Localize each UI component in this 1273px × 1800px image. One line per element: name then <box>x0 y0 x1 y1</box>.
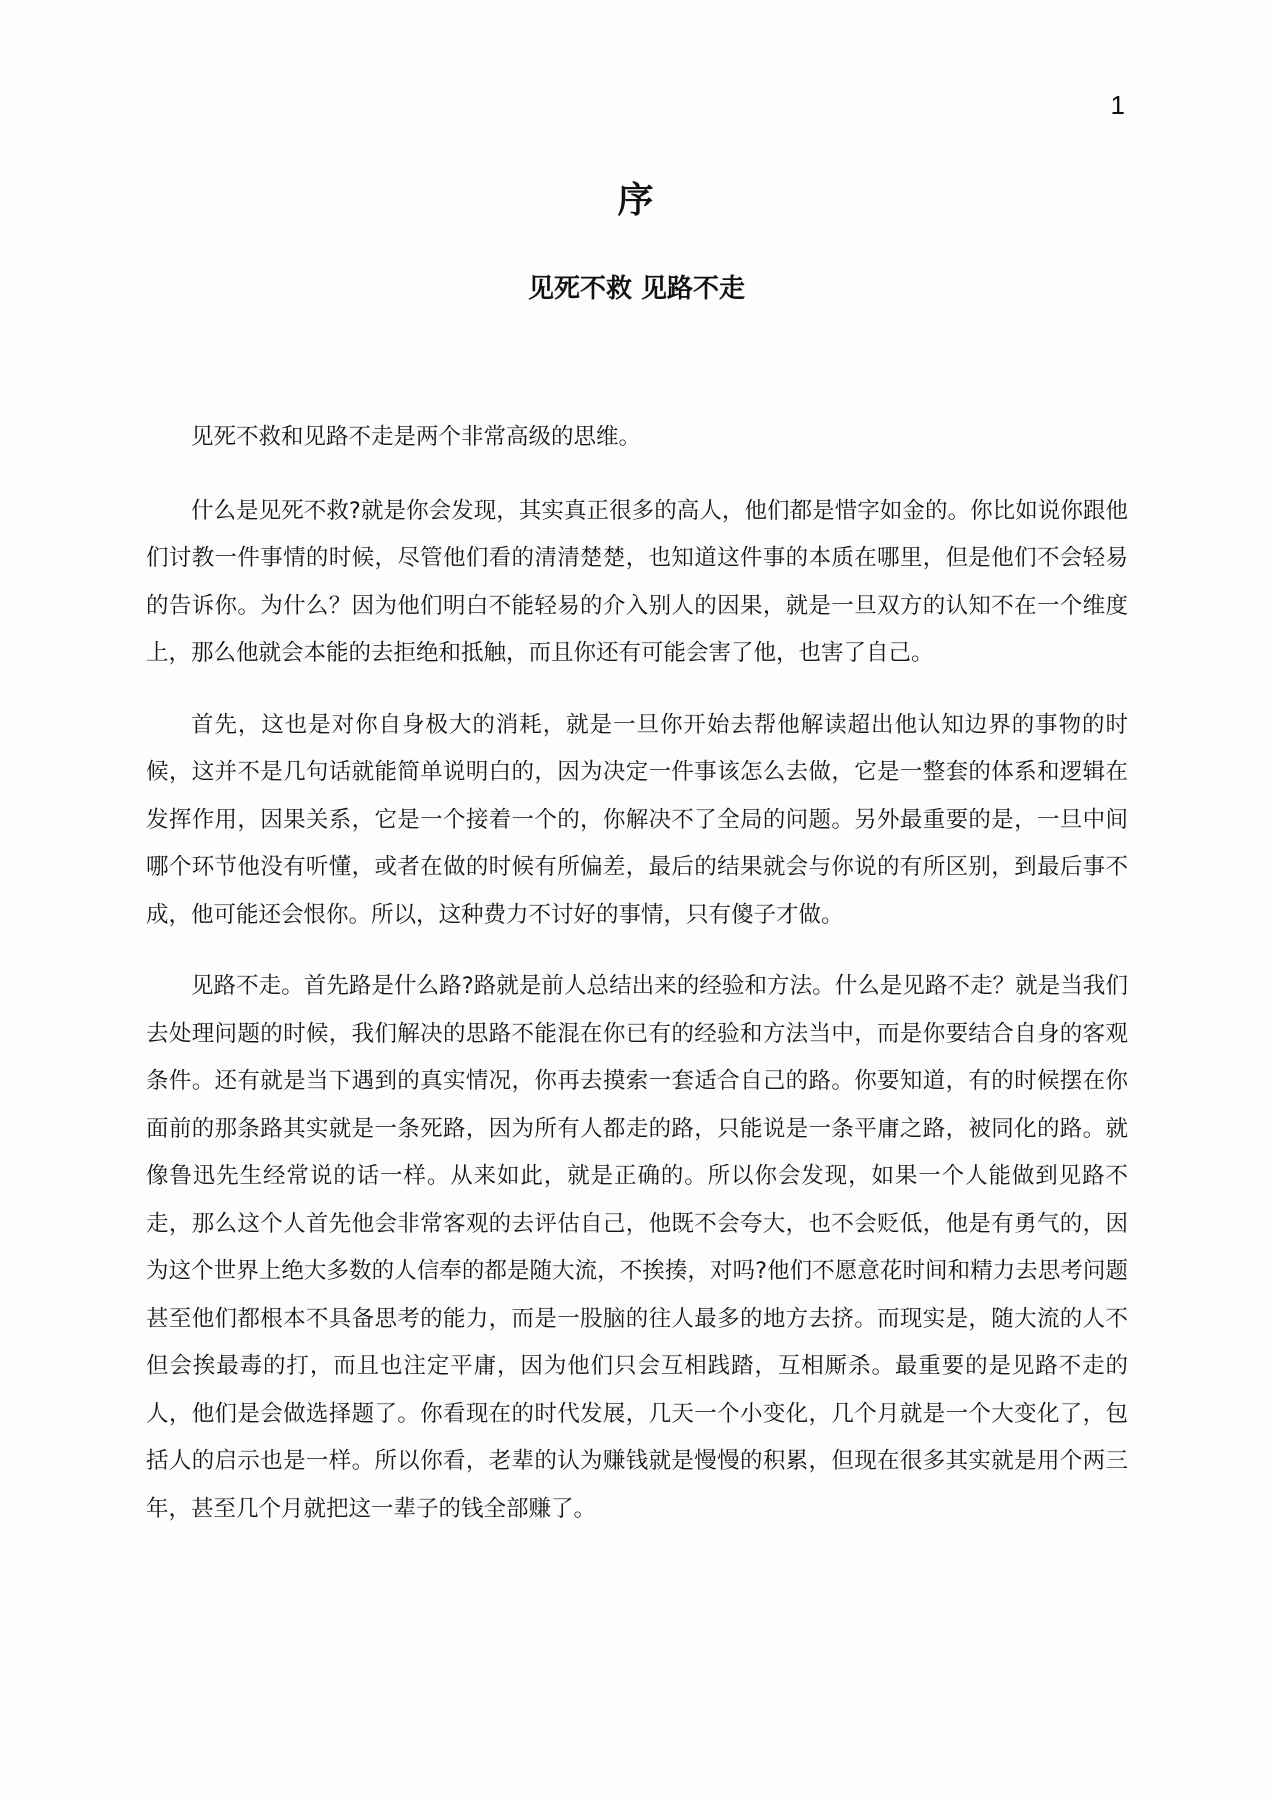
paragraph-jianlubuzou: 见路不走。首先路是什么路?路就是前人总结出来的经验和方法。什么是见路不走？就是当我们去处理问题的时候，我们解决的思路不能混在你已有的经验和方法当中，而是你要结合自身的客观条件。还有就是当下遇到的真实情况，你再去摸索一套适合自己的路。你要知道，有的时候摆在你面前的那条路其实就是一条死路，因为所有人都走的路，只能说是一条平庸之路，被同化的路。就像鲁迅先生经常说的话一样。从来如此，就是正确的。所以你会发现，如果一个人能做到见路不走，那么这个人首先他会非常客观的去评估自己，他既不会夸大，也不会贬低，他是有勇气的，因为这个世界上绝大多数的人信奉的都是随大流，不挨揍，对吗?他们不愿意花时间和精力去思考问题甚至他们都根本不具备思考的能力，而是一股脑的往人最多的地方去挤。而现实是，随大流的人不但会挨最毒的打，而且也注定平庸，因为他们只会互相践踏，互相厮杀。最重要的是见路不走的人，他们是会做选择题了。你看现在的时代发展，几天一个小变化，几个月就是一个大变化了，包括人的启示也是一样。所以你看，老辈的认为赚钱就是慢慢的积累，但现在很多其实就是用个两三年，甚至几个月就把这一辈子的钱全部赚了。 <box>146 973 1128 1522</box>
chapter-title: 序 <box>617 180 656 221</box>
chapter-subtitle: 见死不救 见路不走 <box>527 274 746 304</box>
paragraph-first-point: 首先，这也是对你自身极大的消耗，就是一旦你开始去帮他解读超出他认知边界的事物的时候，这并不是几句话就能简单说明白的，因为决定一件事该怎么去做，它是一整套的体系和逻辑在发挥作用，因果关系，它是一个接着一个的，你解决不了全局的问题。另外最重要的是，一旦中间哪个环节他没有听懂，或者在做的时候有所偏差，最后的结果就会与你说的有所区别，到最后事不成，他可能还会恨你。所以，这种费力不讨好的事情，只有傻子才做。 <box>146 711 1128 928</box>
page-number: 1 <box>1110 90 1125 120</box>
paragraph-intro: 见死不救和见路不走是两个非常高级的思维。 <box>191 424 642 450</box>
body-text <box>146 414 1128 1557</box>
paragraph-jiansibujiu: 什么是见死不救?就是你会发现，其实真正很多的高人，他们都是惜字如金的。你比如说你跟他们讨教一件事情的时候，尽管他们看的清清楚楚，也知道这件事的本质在哪里，但是他们不会轻易的告诉你。为什么？因为他们明白不能轻易的介入别人的因果，就是一旦双方的认知不在一个维度上，那么他就会本能的去拒绝和抵触，而且你还有可能会害了他，也害了自己。 <box>146 497 1128 666</box>
